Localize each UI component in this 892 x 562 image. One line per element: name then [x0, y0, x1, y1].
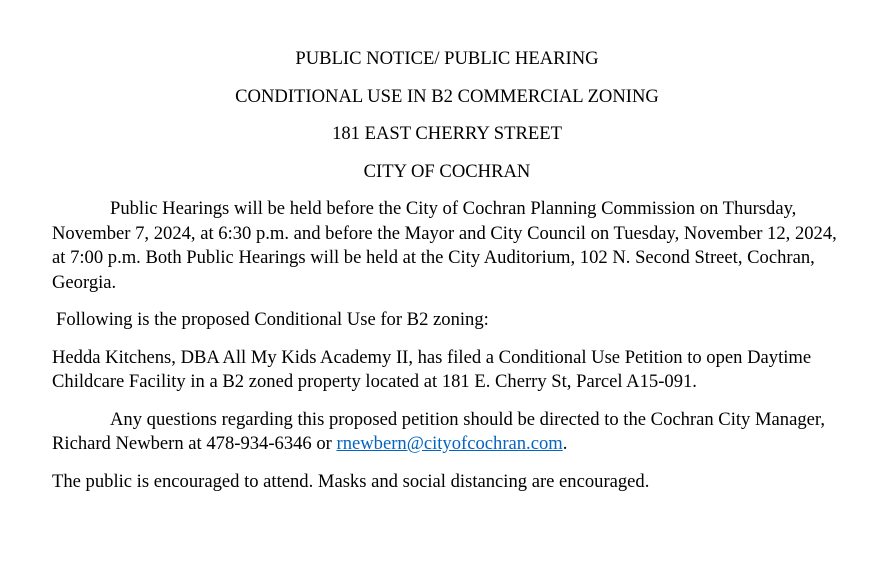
questions-text: Any questions regarding this proposed petition should be directed to the Cochran City Manager, Richard Newbern at 478-934-6346 or: [52, 408, 825, 454]
hearings-paragraph: Public Hearings will be held before the City of Cochran Planning Commission on Thursday, November 7, 2024, at 6:30 p.m. and before the Mayor and City Council on Tuesday, November 12, 2024, at 7:00 p.m. Both Public Hearings will be held at the City Auditorium, 102 N. Second Street, Cochran, Georgia.: [52, 198, 837, 293]
zoning-subtitle: CONDITIONAL USE IN B2 COMMERCIAL ZONING: [235, 85, 659, 107]
public-notice-document: [52, 47, 842, 507]
notice-title: PUBLIC NOTICE/ PUBLIC HEARING: [295, 48, 599, 69]
following-paragraph: Following is the proposed Conditional Use for B2 zoning:: [56, 309, 489, 330]
petition-paragraph: Hedda Kitchens, DBA All My Kids Academy II, has filed a Conditional Use Petition to open Daytime Childcare Facility in a B2 zoned property located at 181 E. Cherry St, Parcel A15-091.: [52, 346, 812, 392]
email-link[interactable]: rnewbern@cityofcochran.com: [336, 433, 563, 454]
city-heading: CITY OF COCHRAN: [363, 160, 531, 182]
address-heading: 181 EAST CHERRY STREET: [332, 123, 562, 144]
questions-end: .: [562, 433, 568, 454]
questions-paragraph: [52, 408, 842, 457]
closing-paragraph: The public is encouraged to attend. Masks and social distancing are encouraged.: [52, 470, 650, 492]
